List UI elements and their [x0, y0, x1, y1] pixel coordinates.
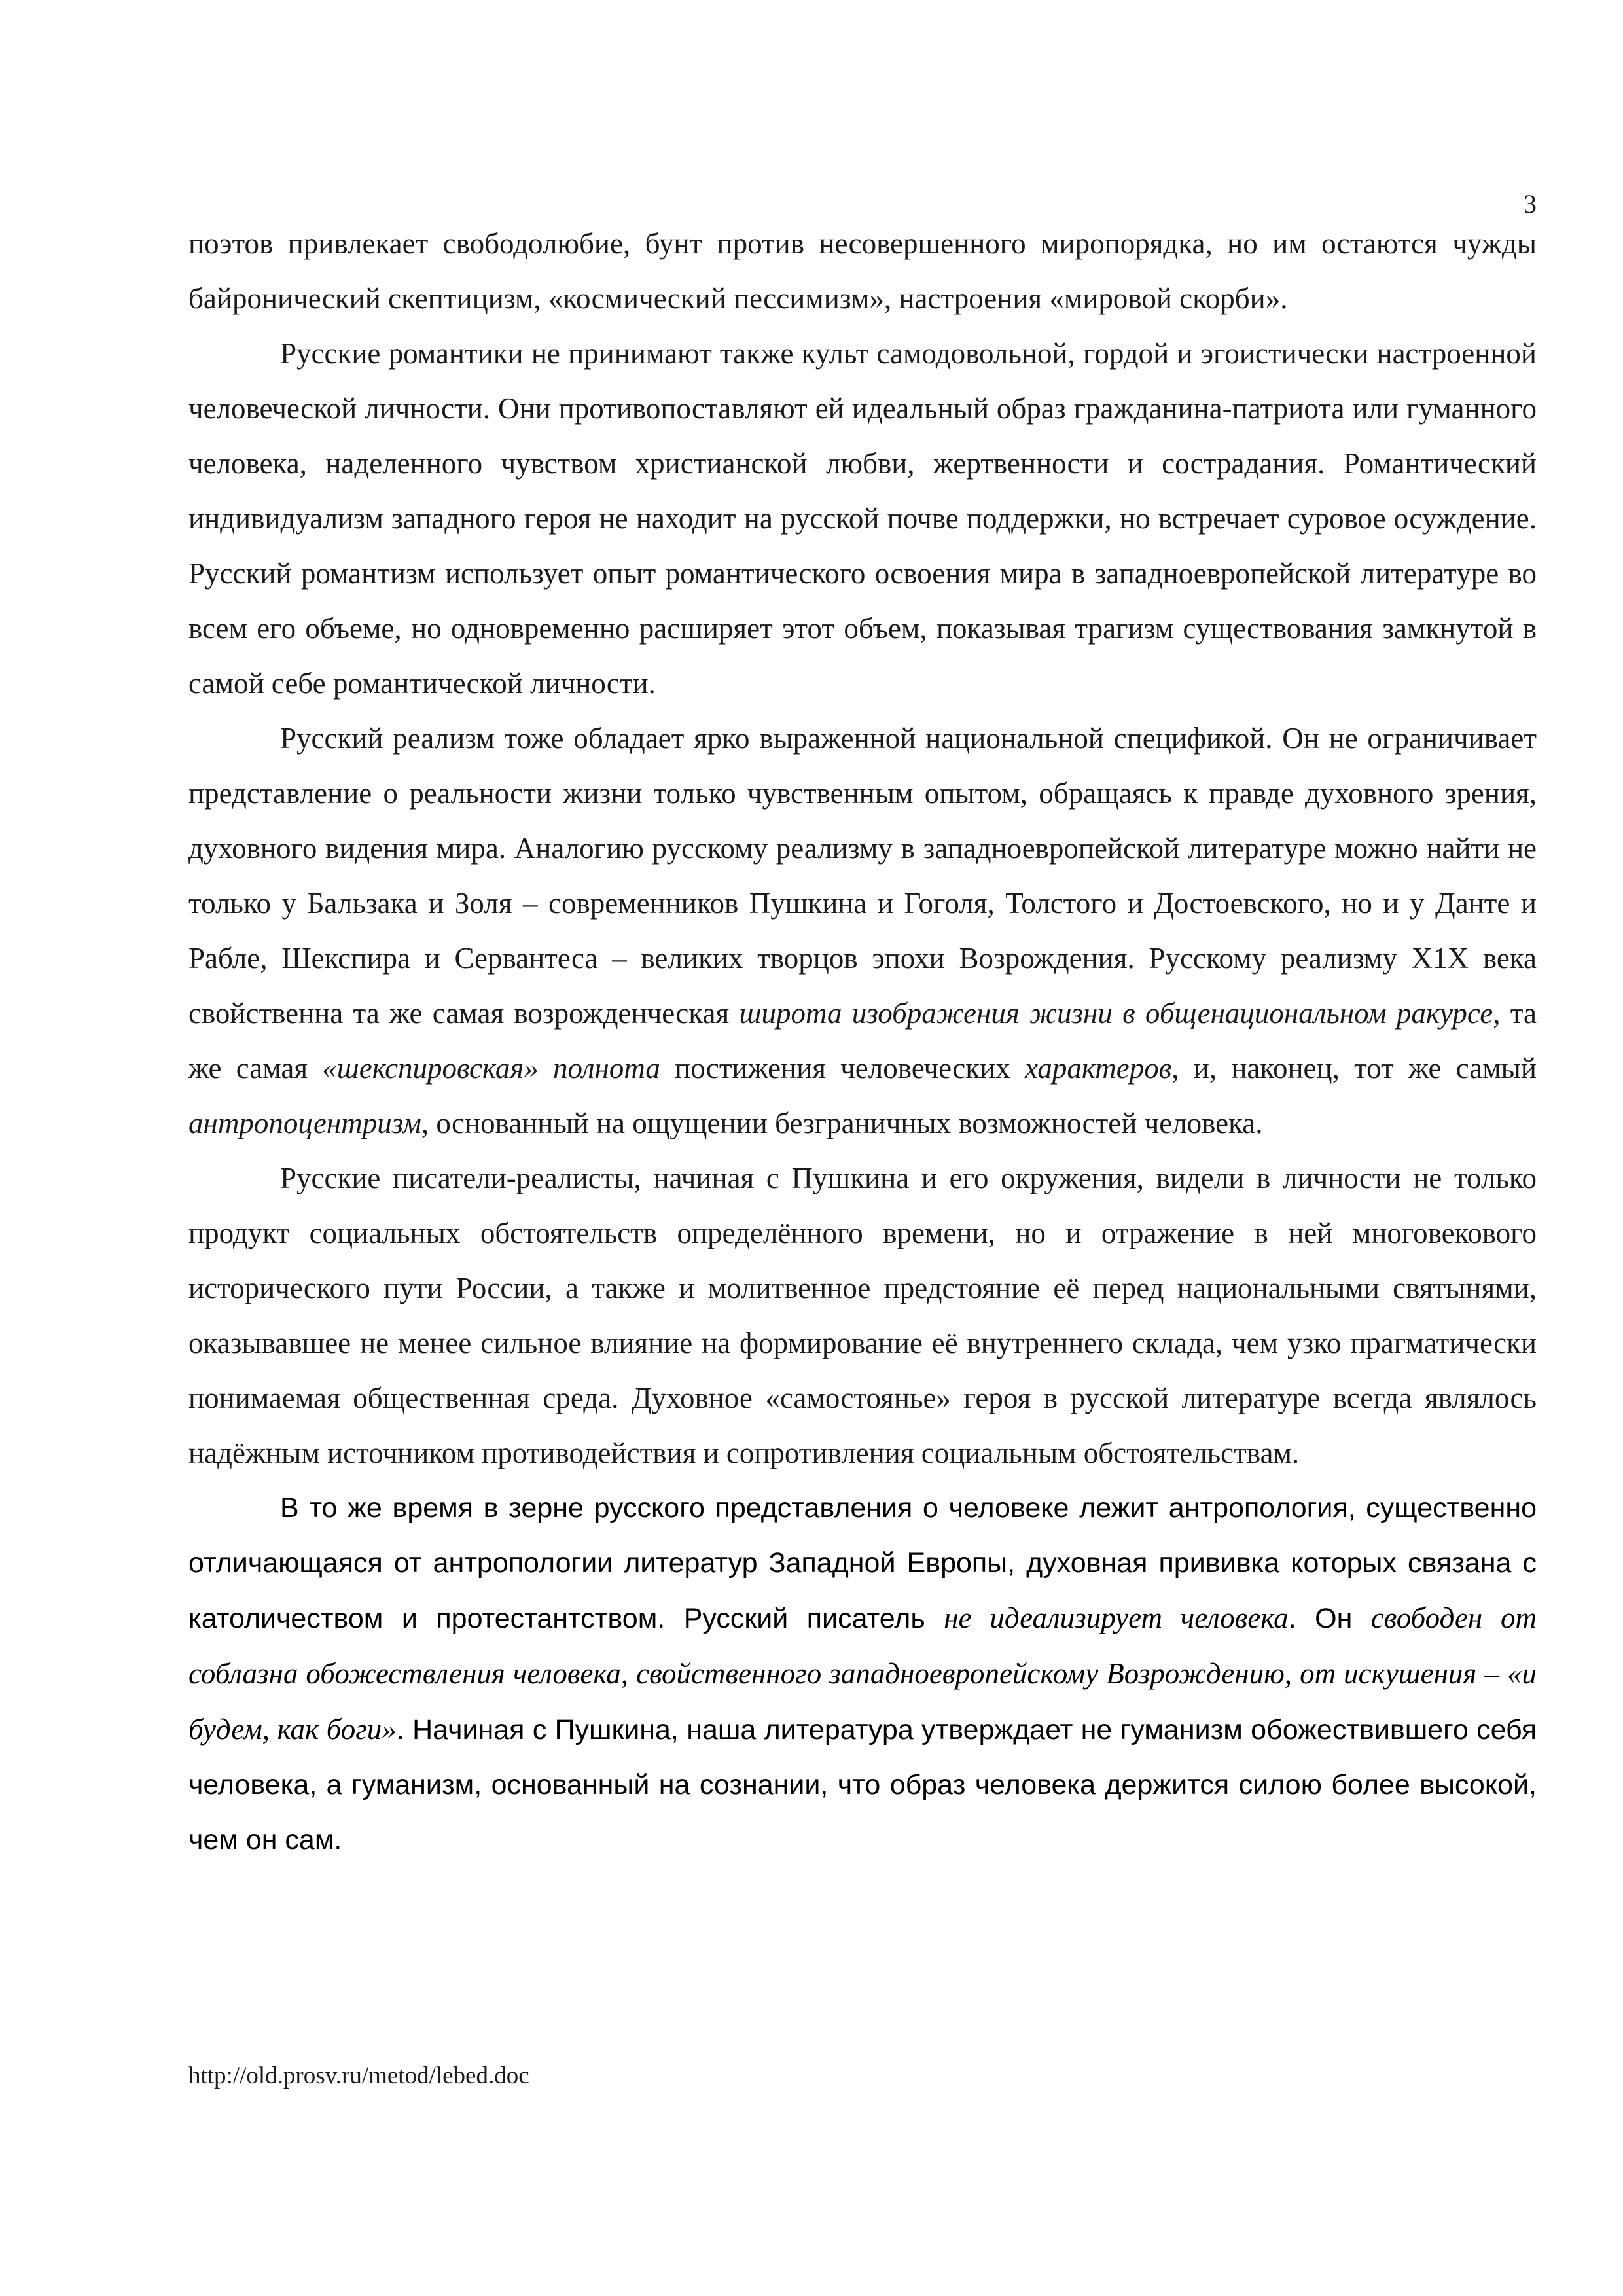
paragraph-1: поэтов привлекает свободолюбие, бунт против несовершенного миропорядка, но им остаются чужды байронический скептицизм, «космический пессимизм», настроения «мировой скорби». — [188, 227, 1537, 315]
paragraph-3 — [188, 711, 1537, 1151]
italic-run: свободен от соблазна обожествления человека, свойственного западноевропейскому Возрождению, от искушения – «и будем, как боги» — [188, 1602, 1537, 1746]
text-run: . Он — [1288, 1603, 1371, 1634]
text-run: постижения человеческих — [660, 1052, 1025, 1085]
body-text — [188, 216, 1537, 1867]
italic-run: «шекспировская» полнота — [322, 1052, 660, 1085]
text-run: , та же самая — [188, 997, 1537, 1085]
text-run: , основанный на ощущении безграничных возможностей человека. — [421, 1107, 1263, 1139]
italic-run: не идеализирует человека — [944, 1602, 1289, 1634]
italic-run: антропоцентризм — [188, 1107, 421, 1139]
italic-run: характеров — [1024, 1052, 1172, 1085]
text-run: . Начиная с Пушкина, наша литература утверждает не гуманизм обожествившего себя человека, а гуманизм, основанный на сознании, что образ человека держится силою более высокой, чем он сам. — [188, 1714, 1537, 1856]
paragraph-5 — [188, 1480, 1537, 1867]
source-url: http://old.prosv.ru/metod/lebed.doc — [188, 2062, 529, 2089]
text-run: , и, наконец, тот же самый — [1171, 1052, 1537, 1085]
page-number: 3 — [1524, 189, 1537, 219]
text-run: Русский реализм тоже обладает ярко выраженной национальной спецификой. Он не ограничивает представление о реальности жизни только чувственным опытом, обращаясь к правде духовного зрения, духовного видения мира. Аналогию русскому реализму в западноевропейской литературе можно найти не только у Бальзака и Золя – современников Пушкина и Гоголя, Толстого и Достоевского, но и у Данте и Рабле, Шекспира и Сервантеса – великих творцов эпохи Возрождения. Русскому реализму Х1Х века свойственна та же самая возрожденческая — [188, 722, 1537, 1030]
text-run: В то же время в зерне русского представления о человеке лежит антропология, существенно отличающаяся от антропологии литератур Западной Европы, духовная прививка которых связана с католичеством и протестантством. Русский писатель — [188, 1492, 1537, 1634]
paragraph-2: Русские романтики не принимают также культ самодовольной, гордой и эгоистически настроенной человеческой личности. Они противопоставляют ей идеальный образ гражданина-патриота или гуманного человека, наделенного чувством христианской любви, жертвенности и сострадания. Романтический индивидуализм западного героя не находит на русской почве поддержки, но встречает суровое осуждение. Русский романтизм использует опыт романтического освоения мира в западноевропейской литературе во всем его объеме, но одновременно расширяет этот объем, показывая трагизм существования замкнутой в самой себе романтической личности. — [188, 337, 1537, 700]
paragraph-4: Русские писатели-реалисты, начиная с Пушкина и его окружения, видели в личности не только продукт социальных обстоятельств определённого времени, но и отражение в ней многовекового исторического пути России, а также и молитвенное предстояние её перед национальными святынями, оказывавшее не менее сильное влияние на формирование её внутреннего склада, чем узко прагматически понимаемая общественная среда. Духовное «самостоянье» героя в русской литературе всегда являлось надёжным источником противодействия и сопротивления социальным обстоятельствам. — [188, 1162, 1537, 1469]
italic-run: широта изображения жизни в общенациональном ракурсе — [739, 997, 1493, 1030]
